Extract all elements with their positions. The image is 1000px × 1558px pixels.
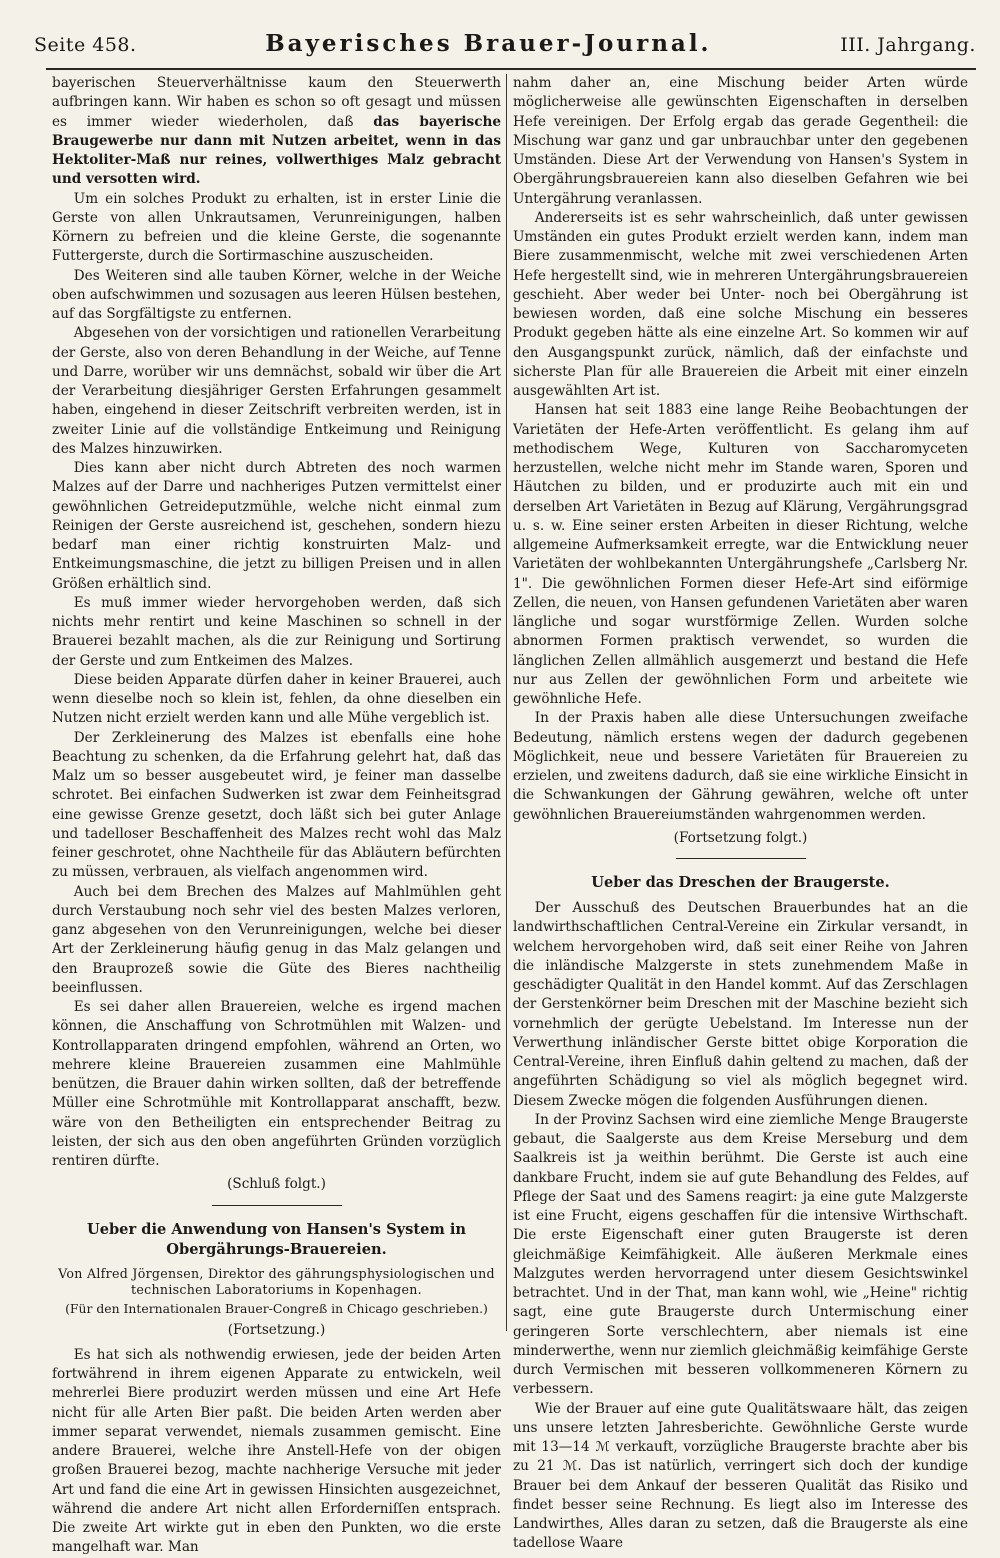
- paragraph: Diese beiden Apparate dürfen daher in keiner Brauerei, auch wenn dieselbe noch so klein ist, fehlen, da ohne dieselben ein Nutzen nicht erzielt werden kann und alle Mühe vergeblich ist.: [52, 671, 501, 727]
- continuation-note: (Fortsetzung folgt.): [673, 829, 808, 846]
- column-divider: [506, 74, 507, 1331]
- article-title: Ueber die Anwendung von Hansen's System in Obergährungs-Brauereien.: [86, 1220, 467, 1258]
- paragraph: Auch bei dem Brechen des Malzes auf Mahlmühlen geht durch Verstaubung noch sehr viel des besten Malzes verloren, ganz abgesehen von den Verunreinigungen, welche bei dieser Art der Zerkleinerung häufig genug in das Malz gelangen und den Brauprozeß sowie die Güte des Bieres nachtheilig beeinflussen.: [52, 883, 501, 996]
- paragraph: Um ein solches Produkt zu erhalten, ist in erster Linie die Gerste von allen Unkrautsamen, Verunreinigungen, halben Körnern zu befreien und die kleine Gerste, die sogenannte Futtergerste, durch die Sortirmaschine auszuscheiden.: [52, 190, 501, 265]
- paragraph: Der Zerkleinerung des Malzes ist ebenfalls eine hohe Beachtung zu schenken, da die Erfahrung gelehrt hat, daß das Malz um so besser ausgebeutet wird, je feiner man dasselbe schrotet. Bei einfachen Sudwerken ist zwar dem Feinheitsgrad eine gewisse Grenze gesetzt, doch läßt sich bei guter Anlage und tadelloser Beschaffenheit des Malzes recht wohl das Malz feiner geschrotet, ohne Nachtheile für das Abläutern befürchten zu müssen, verbrauen, als vielfach angenommen wird.: [52, 729, 501, 881]
- paragraph: In der Provinz Sachsen wird eine ziemliche Menge Braugerste gebaut, die Saalgerste aus dem Kreise Merseburg und dem Saalkreis ist ja weithin berühmt. Die Gerste ist auch eine dankbare Frucht, indem sie auf gute Behandlung des Feldes, auf Pflege der Saat und des Samens reagirt: ja eine gute Malzgerste ist eine Frucht, eigens geschaffen für die intensive Wirthschaft. Die erste Eigenschaft einer guten Braugerste ist deren gleichmäßige Keimfähigkeit. Alle äußeren Merkmale eines Malzgutes werden hervorragend unter diesem Gesichtswinkel betrachtet. Und in der That, man kann wohl, wie „Heine" richtig sagt, eine gute Braugerste durch Untermischung einer geringeren Sorte verschlechtern, aber niemals ist eine minderwerthe, wenn nur ziemlich gleichmäßig keimfähige Gerste durch Vermischen mit besseren vollkommeneren Körnern zu verbessern.: [513, 1111, 968, 1398]
- article-byline: Von Alfred Jörgensen, Direktor des gährungsphysiologischen und technischen Laboratoriums in Kopenhagen.: [58, 1265, 495, 1297]
- section-separator: [676, 858, 806, 859]
- left-column: [52, 74, 502, 1556]
- header-rule: [46, 68, 976, 70]
- paragraph: Der Ausschuß des Deutschen Brauerbundes hat an die landwirthschaftlichen Central-Vereine ein Zirkular versandt, in welchem hervorgehoben wird, daß seit einer Reihe von Jahren die inländische Malzgerste in stets zunehmendem Maße in geschädigter Qualität in den Handel kommt. Auf das Zerschlagen der Gerstenkörner beim Dreschen mit der Maschine bezieht sich vornehmlich der gerügte Uebelstand. Im Interesse nun der Verwerthung inländischer Gerste bittet obige Korporation die Central-Vereine, ihren Einfluß dahin geltend zu machen, daß der angeführten Schädigung so viel als möglich begegnet wird. Diesem Zwecke mögen die folgenden Ausführungen dienen.: [513, 900, 968, 1109]
- article-title: Ueber das Dreschen der Braugerste.: [591, 874, 890, 891]
- paragraph: Des Weiteren sind alle tauben Körner, welche in der Weiche oben aufschwimmen und sozusagen aus leeren Hülsen bestehen, auf das Sorgfältigste zu entfernen.: [52, 267, 502, 322]
- paragraph: Wie der Brauer auf eine gute Qualitätswaare hält, das zeigen uns unsere letzten Jahresberichte. Gewöhnliche Gerste wurde mit 13—14 ℳ verkauft, vorzügliche Braugerste brachte aber bis zu 21 ℳ. Das ist natürlich, verringert sich doch der kundige Brauer bei dem Ankauf der besseren Qualität das Risiko und findet besser seine Rechnung. Es liegt also im Interesse des Landwirthes, Alles daran zu setzen, daß die Braugerste als eine tadellose Waare: [513, 1400, 968, 1552]
- paragraph-text: bayerischen Steuerverhältnisse kaum den Steuerwerth aufbringen kann. Wir haben es schon so oft gesagt und müssen es immer wieder wiederholen, daß: [52, 75, 501, 130]
- right-column: [513, 74, 968, 1552]
- paragraph: Es sei daher allen Brauereien, welche es irgend machen können, die Anschaffung von Schrotmühlen mit Walzen- und Kontrollapparaten dringend empfohlen, während an Orten, wo mehrere kleine Brauereien zusammen eine Mahlmühle benützen, die Brauer dahin wirken sollten, daß der betreffende Müller eine Schrotmühle mit Kontrollapparat anschafft, bezw. wäre von den Betheiligten ein entsprechender Beitrag zu leisten, der sich aus den oben angeführten Gründen vorzüglich rentiren dürfte.: [52, 999, 501, 1169]
- volume-label: III. Jahrgang.: [840, 34, 976, 56]
- page-number: Seite 458.: [34, 34, 137, 56]
- paragraph: In der Praxis haben alle diese Untersuchungen zweifache Bedeutung, nämlich erstens wegen der dadurch gegebenen Möglichkeit, neue und bessere Varietäten für Brauereien zu erzielen, und zweitens dadurch, daß sie eine wirkliche Einsicht in die Schwankungen der Gährung gewähren, welche oft unter gewöhnlichen Brauereiumständen wahrgenommen werden.: [513, 710, 968, 823]
- paragraph: Andererseits ist es sehr wahrscheinlich, daß unter gewissen Umständen ein gutes Produkt erzielt werden kann, indem man Biere zusammenmischt, welche mit zwei verschiedenen Arten Hefe hergestellt sind, wie in mehreren Untergährungsbrauereien geschieht. Aber weder bei Unter- noch bei Obergährung ist bewiesen worden, daß eine solche Mischung ein besseres Produkt gegeben hätte als eine einzelne Art. So kommen wir auf den Ausgangspunkt zurück, nämlich, daß der einfachste und sicherste Plan für alle Brauereien die Arbeit mit einer einzeln ausgewählten Art ist.: [513, 209, 968, 399]
- paragraph: nahm daher an, eine Mischung beider Arten würde möglicherweise alle gewünschten Eigenschaften in derselben Hefe vereinigen. Der Erfolg ergab das gerade Gegentheil: die Mischung war ganz und gar unbrauchbar unter den gegebenen Umständen. Diese Art der Verwendung von Hansen's System in Obergährungsbrauereien kann also dieselben Gefahren wie bei Untergährung veranlassen.: [513, 75, 968, 207]
- continuation-label: (Fortsetzung.): [227, 1321, 326, 1338]
- paragraph: Es hat sich als nothwendig erwiesen, jede der beiden Arten fortwährend in ihrem eigenen Apparate zu entwickeln, weil mehrerlei Biere produzirt werden müssen und eine Art Hefe nicht für alle Arten Bier paßt. Die beiden Arten werden aber immer separat verwendet, niemals zusammen gemischt. Eine andere Brauerei, welche ihre Anstell-Hefe von der obigen großen Brauerei bezog, machte nachherige Versuche mit jeder Art und fand die eine Art in gewissen Hinsichten ausgezeichnet, während die andere Art nicht allen Erforderniſſen entsprach. Die zweite Art wirkte gut in eben den Punkten, wo die erste mangelhaft war. Man: [52, 1346, 501, 1556]
- journal-title: Bayerisches Brauer-Journal.: [265, 30, 712, 57]
- end-note: (Schluß folgt.): [227, 1176, 326, 1193]
- section-separator: [212, 1205, 342, 1206]
- byline-note: (Für den Internationalen Brauer-Congreß in Chicago geschrieben.): [65, 1300, 488, 1316]
- emphasis-text: das bayerische Braugewerbe nur dann mit Nutzen arbeitet, wenn in das Hektoliter-Maß nur reines, vollwerthiges Malz gebracht und versotten wird.: [52, 113, 501, 188]
- paragraph: Es muß immer wieder hervorgehoben werden, daß sich nichts mehr rentirt und keine Maschinen so schnell in der Brauerei bezahlt machen, als die zur Reinigung und Sortirung der Gerste und zum Entkeimen des Malzes.: [52, 594, 501, 669]
- paragraph: [52, 74, 501, 190]
- paragraph: Abgesehen von der vorsichtigen und rationellen Verarbeitung der Gerste, also von deren Behandlung in der Weiche, auf Tenne und Darre, worüber wir uns demnächst, sobald wir über die Art der Verarbeitung diesjähriger Gersten Erfahrungen gesammelt haben, eingehend in dieser Zeitschrift verbreiten werden, ist in zweiter Linie auf die vollständige Entkeimung und Reinigung des Malzes hinzuwirken.: [52, 325, 501, 457]
- page-header: [34, 30, 976, 70]
- paragraph: Dies kann aber nicht durch Abtreten des noch warmen Malzes auf der Darre und nachheriges Putzen vermittelst einer gewöhnlichen Getreideputzmühle, welche nicht einmal zum Reinigen der Gerste ausreichend ist, geschehen, sondern hiezu bedarf man einer richtig konstruirten Malz- und Entkeimungsmaschine, die jetzt zu billigen Preisen und in allen Größen erhältlich sind.: [52, 460, 501, 592]
- paragraph: Hansen hat seit 1883 eine lange Reihe Beobachtungen der Varietäten der Hefe-Arten veröffentlicht. Es gelang ihm auf methodischem Wege, Kulturen von Saccharomyceten herzustellen, welche nicht mehr im Stande waren, Sporen und Häutchen zu bilden, und er produzirte auch mit ein und derselben Art Varietäten in Bezug auf Klärung, Vergährungsgrad u. s. w. Eine seiner ersten Arbeiten in dieser Richtung, welche allgemeine Aufmerksamkeit erregte, war die Entwicklung neuer Varietäten der wohlbekannten Untergährungshefe „Carlsberg Nr. 1". Die gewöhnlichen Formen dieser Hefe-Art sind eiförmige Zellen, die neuen, von Hansen gefundenen Varietäten aber waren längliche und sogar wurstförmige Zellen. Wurden solche abnormen Formen praktisch verwendet, so wurden die länglichen Zellen allmählich ausgemerzt und bestand die Hefe nur aus Zellen der gewöhnlichen Form und arbeitete wie gewöhnliche Hefe.: [513, 402, 968, 707]
